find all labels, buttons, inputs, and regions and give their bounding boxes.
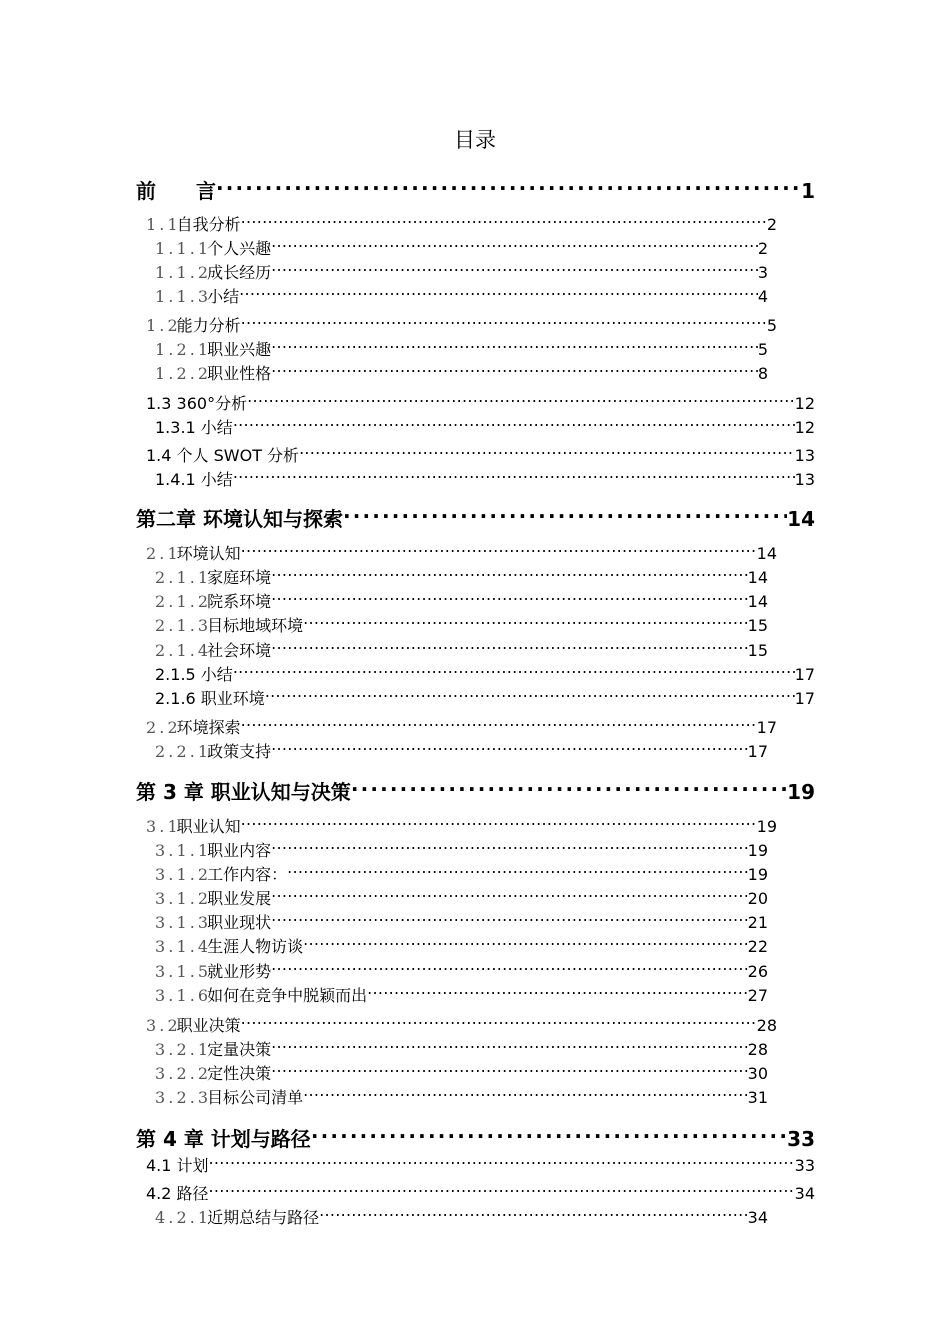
toc-entry[interactable] xyxy=(155,468,815,492)
toc-entry[interactable] xyxy=(155,687,815,711)
toc-entry[interactable] xyxy=(155,863,768,887)
toc-entry-label: 生涯人物访谈 xyxy=(207,937,304,956)
toc-entry-number: 2 . 1 . 3 xyxy=(155,616,208,635)
toc-entry[interactable] xyxy=(146,392,815,416)
dot-leader xyxy=(351,779,787,799)
toc-entry-number: 3 . 1 . 3 xyxy=(155,913,208,932)
toc-page-number: 15 xyxy=(747,641,768,660)
dot-leader xyxy=(271,888,748,904)
toc-page-number: 1 xyxy=(801,179,815,203)
dot-leader xyxy=(241,214,767,230)
toc-entry[interactable] xyxy=(146,1014,777,1038)
toc-entry-number: 2 . 2 . 1 xyxy=(155,742,208,761)
toc-entry-number: 3 . 1 . 2 xyxy=(155,865,208,884)
toc-page-number: 2 xyxy=(757,239,768,258)
toc-page-number: 15 xyxy=(747,616,768,635)
toc-page-number: 5 xyxy=(757,340,768,359)
toc-entry-number: 3 . 2 . 2 xyxy=(155,1064,208,1083)
toc-entry-label: 职业发展 xyxy=(207,889,272,908)
dot-leader xyxy=(271,238,758,254)
dot-leader xyxy=(241,1015,757,1031)
toc-entry[interactable] xyxy=(146,542,777,566)
toc-page-number: 26 xyxy=(747,962,768,981)
toc-entry[interactable] xyxy=(155,740,768,764)
toc-entry-number: 1 . 2 . 1 xyxy=(155,340,208,359)
toc-entry-label: 目标地域环境 xyxy=(207,616,304,635)
toc-entry-label: 成长经历 xyxy=(207,263,272,282)
toc-entry-label: 定性决策 xyxy=(207,1064,272,1083)
toc-entry[interactable] xyxy=(155,1206,768,1230)
toc-page-number: 5 xyxy=(766,316,777,335)
toc-title: 目录 xyxy=(454,128,496,152)
toc-entry[interactable] xyxy=(155,1062,768,1086)
dot-leader xyxy=(271,912,748,928)
toc-page-number: 19 xyxy=(756,817,777,836)
toc-entry-label: 能力分析 xyxy=(176,316,241,335)
dot-leader xyxy=(319,1207,748,1223)
toc-page-number: 14 xyxy=(787,507,815,531)
toc-entry-number: 1 . 1 . 3 xyxy=(155,287,208,306)
toc-page-number: 19 xyxy=(747,841,768,860)
toc-entry[interactable] xyxy=(146,444,815,468)
dot-leader xyxy=(271,961,748,977)
toc-entry-label: 近期总结与路径 xyxy=(207,1208,320,1227)
dot-leader xyxy=(239,286,758,302)
toc-entry[interactable] xyxy=(155,911,768,935)
toc-page-number: 17 xyxy=(747,742,768,761)
toc-entry-label: 第 3 章 职业认知与决策 xyxy=(136,780,351,804)
toc-page-number: 12 xyxy=(794,394,815,413)
toc-entry-label: 第 4 章 计划与路径 xyxy=(136,1127,311,1151)
toc-page-number: 17 xyxy=(794,689,815,708)
toc-page-number: 21 xyxy=(747,913,768,932)
dot-leader xyxy=(271,1039,748,1055)
toc-page-number: 12 xyxy=(794,418,815,437)
toc-page-number: 20 xyxy=(747,889,768,908)
toc-page-number: 13 xyxy=(794,446,815,465)
toc-entry[interactable] xyxy=(136,176,815,206)
toc-entry-label: 定量决策 xyxy=(207,1040,272,1059)
toc-entry[interactable] xyxy=(155,663,815,687)
toc-entry-number: 3 . 2 . 1 xyxy=(155,1040,208,1059)
toc-page-number: 28 xyxy=(756,1016,777,1035)
toc-page-number: 3 xyxy=(757,263,768,282)
dot-leader xyxy=(241,315,767,331)
toc-entry[interactable] xyxy=(136,1124,815,1154)
toc-entry[interactable] xyxy=(146,1182,815,1206)
toc-entry-label: 2.1.6 职业环境 xyxy=(155,689,265,708)
toc-entry[interactable] xyxy=(155,935,768,959)
toc-entry[interactable] xyxy=(146,314,777,338)
toc-entry-label: 工作内容： xyxy=(207,865,288,884)
dot-leader xyxy=(303,1087,748,1103)
dot-leader xyxy=(271,363,758,379)
toc-entry-number: 1 . 1 . 1 xyxy=(155,239,208,258)
dot-leader xyxy=(271,741,748,757)
toc-entry-number: 2 . 1 . 2 xyxy=(155,592,208,611)
toc-entry[interactable] xyxy=(155,566,768,590)
toc-entry-label: 职业现状 xyxy=(207,913,272,932)
toc-entry-label: 2.1.5 小结 xyxy=(155,665,233,684)
toc-entry-number: 3 . 2 . 3 xyxy=(155,1088,208,1107)
toc-page-number: 14 xyxy=(756,544,777,563)
toc-entry-number: 2 . 1 . 4 xyxy=(155,641,208,660)
dot-leader xyxy=(233,469,795,485)
dot-leader xyxy=(271,591,748,607)
toc-entry[interactable] xyxy=(155,1038,768,1062)
toc-entry[interactable] xyxy=(146,1154,815,1178)
dot-leader xyxy=(241,816,757,832)
toc-entry-label: 政策支持 xyxy=(207,742,272,761)
toc-entry-label: 小结 xyxy=(207,287,240,306)
toc-page-number: 31 xyxy=(747,1088,768,1107)
toc-entry-number: 3 . 1 . 6 xyxy=(155,986,208,1005)
dot-leader xyxy=(233,417,795,433)
toc-entry-number: 1 . 2 . 2 xyxy=(155,364,208,383)
toc-entry-number: 3 . 1 . 5 xyxy=(155,962,208,981)
toc-entry-label: 1.3.1 小结 xyxy=(155,418,233,437)
toc-entry-number: 3 . 1 . 1 xyxy=(155,841,208,860)
toc-entry[interactable] xyxy=(136,777,815,807)
toc-page-number: 17 xyxy=(794,665,815,684)
toc-entry-label: 职业内容 xyxy=(207,841,272,860)
toc-entry[interactable] xyxy=(155,362,768,386)
toc-entry-label: 4.2 路径 xyxy=(146,1184,209,1203)
toc-entry-number: 3 . 1 . 4 xyxy=(155,937,208,956)
toc-entry-number: 2 . 1 xyxy=(146,544,177,563)
toc-entry-label: 就业形势 xyxy=(207,962,272,981)
toc-entry-number: 3 . 2 xyxy=(146,1016,177,1035)
dot-leader xyxy=(271,567,748,583)
toc-entry[interactable] xyxy=(155,338,768,362)
dot-leader xyxy=(265,688,795,704)
toc-entry-number: 1 . 2 xyxy=(146,316,177,335)
toc-entry-number: 4 . 2 . 1 xyxy=(155,1208,208,1227)
toc-page-number: 19 xyxy=(747,865,768,884)
dot-leader xyxy=(271,640,748,656)
toc-entry-number: 1 . 1 . 2 xyxy=(155,263,208,282)
toc-page-number: 14 xyxy=(747,568,768,587)
toc-entry[interactable] xyxy=(136,504,815,534)
dot-leader xyxy=(271,840,748,856)
toc-entry[interactable] xyxy=(155,285,768,309)
dot-leader xyxy=(216,178,801,198)
toc-entry[interactable] xyxy=(155,237,768,261)
toc-entry-label: 环境探索 xyxy=(176,718,241,737)
toc-entry-label: 职业决策 xyxy=(176,1016,241,1035)
toc-page-number: 33 xyxy=(787,1127,815,1151)
toc-entry-label: 自我分析 xyxy=(176,215,241,234)
dot-leader xyxy=(299,445,795,461)
toc-entry[interactable] xyxy=(146,213,777,237)
dot-leader xyxy=(303,615,748,631)
toc-page-number: 33 xyxy=(794,1156,815,1175)
dot-leader xyxy=(233,664,795,680)
toc-entry-label: 1.4.1 小结 xyxy=(155,470,233,489)
toc-entry[interactable] xyxy=(146,716,777,740)
toc-entry-number: 2 . 2 xyxy=(146,718,177,737)
dot-leader xyxy=(271,1063,748,1079)
toc-page-number: 19 xyxy=(787,780,815,804)
toc-page-number: 30 xyxy=(747,1064,768,1083)
dot-leader xyxy=(303,936,748,952)
toc-entry[interactable] xyxy=(155,639,768,663)
toc-entry-label: 院系环境 xyxy=(207,592,272,611)
dot-leader xyxy=(209,1155,795,1171)
toc-entry[interactable] xyxy=(155,590,768,614)
toc-entry[interactable] xyxy=(155,261,768,285)
toc-entry-label: 第二章 环境认知与探索 xyxy=(136,507,343,531)
toc-entry-number: 1 . 1 xyxy=(146,215,177,234)
toc-entry-number: 3 . 1 . 2 xyxy=(155,889,208,908)
toc-entry[interactable] xyxy=(155,960,768,984)
toc-entry-label: 个人兴趣 xyxy=(207,239,272,258)
dot-leader xyxy=(343,506,787,526)
toc-entry[interactable] xyxy=(155,1086,768,1110)
toc-entry-label: 职业兴趣 xyxy=(207,340,272,359)
toc-page-number: 22 xyxy=(747,937,768,956)
toc-entry-label: 前 言 xyxy=(136,179,216,203)
toc-entry-label: 如何在竞争中脱颖而出 xyxy=(207,986,368,1005)
toc-entry-label: 环境认知 xyxy=(176,544,241,563)
dot-leader xyxy=(271,339,758,355)
toc-entry[interactable] xyxy=(155,614,768,638)
dot-leader xyxy=(209,1183,795,1199)
toc-entry-label: 目标公司清单 xyxy=(207,1088,304,1107)
dot-leader xyxy=(311,1126,787,1146)
toc-entry[interactable] xyxy=(155,887,768,911)
toc-page-number: 8 xyxy=(757,364,768,383)
dot-leader xyxy=(247,393,795,409)
dot-leader xyxy=(241,543,757,559)
toc-entry[interactable] xyxy=(146,815,777,839)
toc-entry[interactable] xyxy=(155,839,768,863)
toc-page-number: 2 xyxy=(766,215,777,234)
toc-page-number: 17 xyxy=(756,718,777,737)
toc-entry[interactable] xyxy=(155,984,768,1008)
toc-entry-label: 1.4 个人 SWOT 分析 xyxy=(146,446,300,465)
toc-entry-label: 1.3 360°分析 xyxy=(146,394,248,413)
toc-page-number: 4 xyxy=(757,287,768,306)
toc-entry-label: 家庭环境 xyxy=(207,568,272,587)
toc-entry[interactable] xyxy=(155,416,815,440)
toc-page-number: 34 xyxy=(747,1208,768,1227)
toc-page-number: 27 xyxy=(747,986,768,1005)
dot-leader xyxy=(287,864,748,880)
toc-entry-number: 2 . 1 . 1 xyxy=(155,568,208,587)
toc-entry-label: 社会环境 xyxy=(207,641,272,660)
dot-leader xyxy=(367,985,748,1001)
toc-entry-label: 职业性格 xyxy=(207,364,272,383)
dot-leader xyxy=(271,262,758,278)
toc-page-number: 28 xyxy=(747,1040,768,1059)
toc-page-number: 14 xyxy=(747,592,768,611)
toc-page-number: 13 xyxy=(794,470,815,489)
toc-entry-number: 3 . 1 xyxy=(146,817,177,836)
dot-leader xyxy=(241,717,757,733)
toc-entry-label: 4.1 计划 xyxy=(146,1156,209,1175)
toc-entry-label: 职业认知 xyxy=(176,817,241,836)
toc-page-number: 34 xyxy=(794,1184,815,1203)
